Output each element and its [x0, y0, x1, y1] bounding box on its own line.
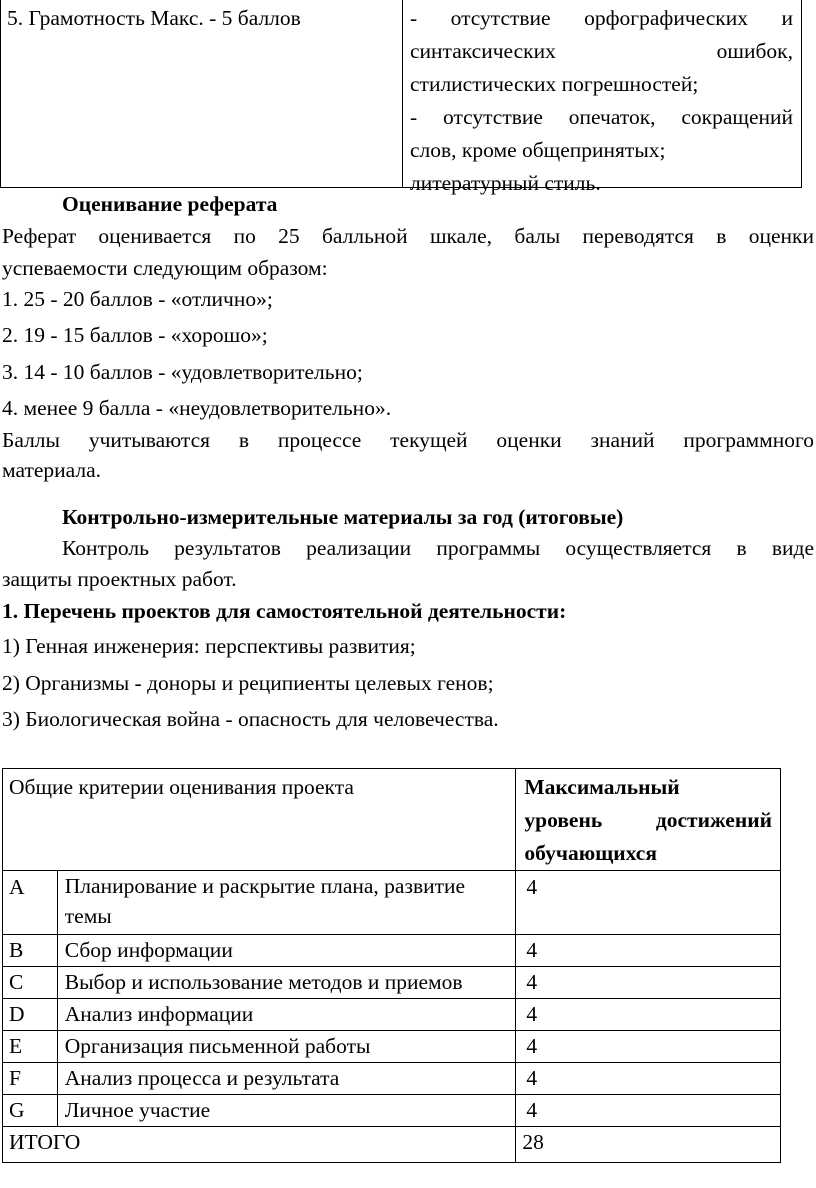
kim-heading: Контрольно-измерительные материалы за год (итоговые): [62, 505, 624, 529]
criterion-literacy-description: [410, 2, 793, 200]
referat-intro-line: успеваемости следующим образом:: [2, 256, 328, 280]
header-criteria-label: Общие критерии оценивания проекта: [9, 775, 354, 799]
row-letter: G: [9, 1098, 25, 1122]
grade-item: 1. 25 - 20 баллов - «отлично»;: [2, 287, 273, 311]
table-total-row: [3, 1127, 781, 1163]
desc-line: стилистических погрешностей;: [410, 72, 699, 96]
projects-heading: 1. Перечень проектов для самостоятельной деятельности:: [2, 599, 567, 623]
header-max-line: Максимальный: [524, 775, 680, 799]
referat-note-line: Баллы учитываются в процессе текущей оценки знаний программного: [2, 428, 814, 452]
header-max-line: обучающихся: [524, 841, 657, 865]
row-value: 4: [526, 1034, 538, 1058]
total-value: 28: [522, 1130, 544, 1154]
table-header-row: [3, 769, 781, 871]
kim-paragraph-line: Контроль результатов реализации программы осуществляется в виде: [62, 536, 814, 560]
table-row: [3, 1095, 781, 1127]
row-criterion: Организация письменной работы: [64, 1034, 371, 1058]
table-row: [3, 935, 781, 967]
row-criterion: [58, 871, 516, 931]
header-max-line: уровень достижений: [524, 808, 772, 832]
row-value: 4: [526, 1098, 538, 1122]
desc-line: литературный стиль.: [410, 171, 601, 195]
criterion-literacy: 5. Грамотность Макс. - 5 баллов: [7, 6, 301, 30]
desc-line: слов, кроме общепринятых;: [410, 138, 666, 162]
header-max-level: [516, 769, 781, 871]
header-criteria: [3, 769, 516, 871]
referat-note-line: материала.: [2, 458, 102, 482]
row-criterion-line: Планирование и раскрытие плана, развитие: [64, 874, 466, 898]
table-row: [3, 871, 781, 935]
kim-paragraph-line: защиты проектных работ.: [2, 567, 237, 591]
referat-intro-line: Реферат оценивается по 25 балльной шкале, балы переводятся в оценки: [2, 224, 814, 248]
table-row: [3, 999, 781, 1031]
table-row: [3, 1063, 781, 1095]
row-criterion: Сбор информации: [64, 938, 233, 962]
row-value: 4: [526, 1066, 538, 1090]
total-label: ИТОГО: [9, 1130, 81, 1154]
row-letter: B: [9, 938, 24, 962]
referat-heading: Оценивание реферата: [62, 192, 278, 216]
project-criteria-table: [2, 768, 781, 1163]
row-criterion: Выбор и использование методов и приемов: [64, 970, 463, 994]
row-criterion-line: темы: [64, 904, 112, 928]
grade-item: 3. 14 - 10 баллов - «удовлетворительно;: [2, 360, 363, 384]
grade-item: 4. менее 9 балла - «неудовлетворительно».: [2, 396, 392, 420]
row-value: 4: [526, 970, 538, 994]
grade-item: 2. 19 - 15 баллов - «хорошо»;: [2, 323, 268, 347]
desc-line: - отсутствие орфографических и: [410, 6, 793, 30]
project-item: 3) Биологическая война - опасность для человечества.: [2, 707, 499, 731]
row-letter: F: [9, 1066, 21, 1090]
desc-line: синтаксических ошибок,: [410, 39, 793, 63]
table-row: [3, 1031, 781, 1063]
project-item: 2) Организмы - доноры и реципиенты целевых генов;: [2, 671, 494, 695]
row-letter: D: [9, 1002, 25, 1026]
row-criterion: Личное участие: [64, 1098, 211, 1122]
desc-line: - отсутствие опечаток, сокращений: [410, 105, 793, 129]
row-letter: E: [9, 1034, 23, 1058]
row-criterion: Анализ информации: [64, 1002, 254, 1026]
row-value: 4: [526, 1002, 538, 1026]
table-row: [3, 967, 781, 999]
project-item: 1) Генная инженерия: перспективы развития;: [2, 634, 416, 658]
top-criteria-table: [0, 0, 802, 195]
row-criterion: Анализ процесса и результата: [64, 1066, 340, 1090]
row-letter: A: [9, 875, 25, 899]
row-value: 4: [526, 938, 538, 962]
row-letter: C: [9, 970, 24, 994]
row-value: 4: [526, 875, 538, 899]
